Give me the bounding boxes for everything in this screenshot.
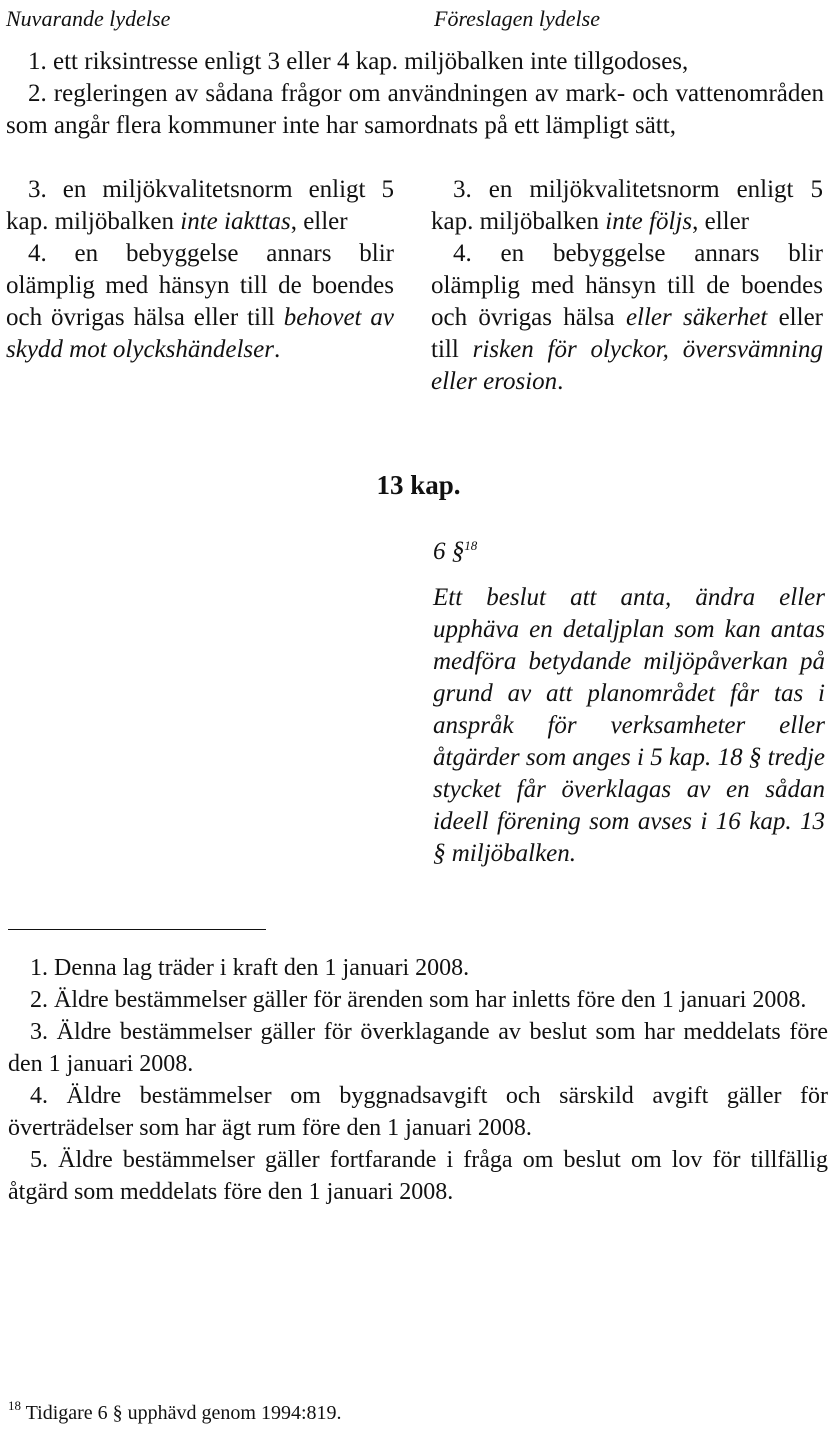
header-proposed: Föreslagen lydelse [434, 6, 600, 31]
section-text: Ett beslut att anta, ändra eller upphäva en detaljplan som kan antas medföra betydande miljöpåverkan på grund av att planområdet får tas i anspråk för verksamheter eller åtgärder som anges i 5 kap. 18 § tredje stycket får överklagas av en sådan ideell förening som avses i 16 kap. 13 § miljöbalken. [433, 584, 825, 867]
item-2: 2. regleringen av sådana frågor om användningen av mark- och vattenområden som angår flera kommuner inte har samordnats på ett lämpligt sätt, [6, 80, 824, 139]
chapter-heading: 13 kap. [376, 470, 461, 500]
item-1: 1. ett riksintresse enligt 3 eller 4 kap. miljöbalken inte tillgodoses, [28, 48, 689, 75]
footnote-ref: 18 [464, 538, 478, 553]
transitional-1: 1. Denna lag träder i kraft den 1 januari 2008. [30, 955, 470, 981]
footnote-text: Tidigare 6 § upphävd genom 1994:819. [25, 1402, 342, 1424]
transitional-2: 2. Äldre bestämmelser gäller för ärenden som har inletts före den 1 januari 2008. [30, 987, 807, 1013]
transitional-4: 4. Äldre bestämmelser om byggnadsavgift och särskild avgift gäller för överträdelser som har ägt rum före den 1 januari 2008. [8, 1083, 828, 1141]
section-label: 6 §$^{18}$ [433, 538, 478, 565]
section-6 [433, 536, 825, 870]
header-current: Nuvarande lydelse [6, 6, 171, 31]
current-item-4: 4. en bebyggelse annars blir olämplig med hänsyn till de boendes och övrigas hälsa eller till behovet av skydd mot olyckshändelser. [6, 240, 394, 363]
column-proposed [431, 174, 823, 398]
separator-line [8, 929, 266, 930]
proposed-item-4: 4. en bebyggelse annars blir olämplig med hänsyn till de boendes och övrigas hälsa eller säkerhet eller till risken för olyckor, översvämning eller erosion. [431, 240, 823, 395]
shared-items [6, 46, 824, 142]
footnote-number: 18 [8, 1398, 21, 1413]
transitional-provisions [8, 952, 828, 1208]
page-footnote [8, 1398, 342, 1425]
current-item-3: 3. en miljökvalitetsnorm enligt 5 kap. miljöbalken inte iakttas, eller [6, 176, 394, 235]
proposed-item-3: 3. en miljökvalitetsnorm enligt 5 kap. miljöbalken inte följs, eller [431, 176, 823, 235]
transitional-5: 5. Äldre bestämmelser gäller fortfarande i fråga om beslut om lov för tillfällig åtgärd som meddelats före den 1 januari 2008. [8, 1147, 828, 1205]
transitional-3: 3. Äldre bestämmelser gäller för överklagande av beslut som har meddelats före den 1 januari 2008. [8, 1019, 828, 1077]
column-current [6, 174, 394, 366]
